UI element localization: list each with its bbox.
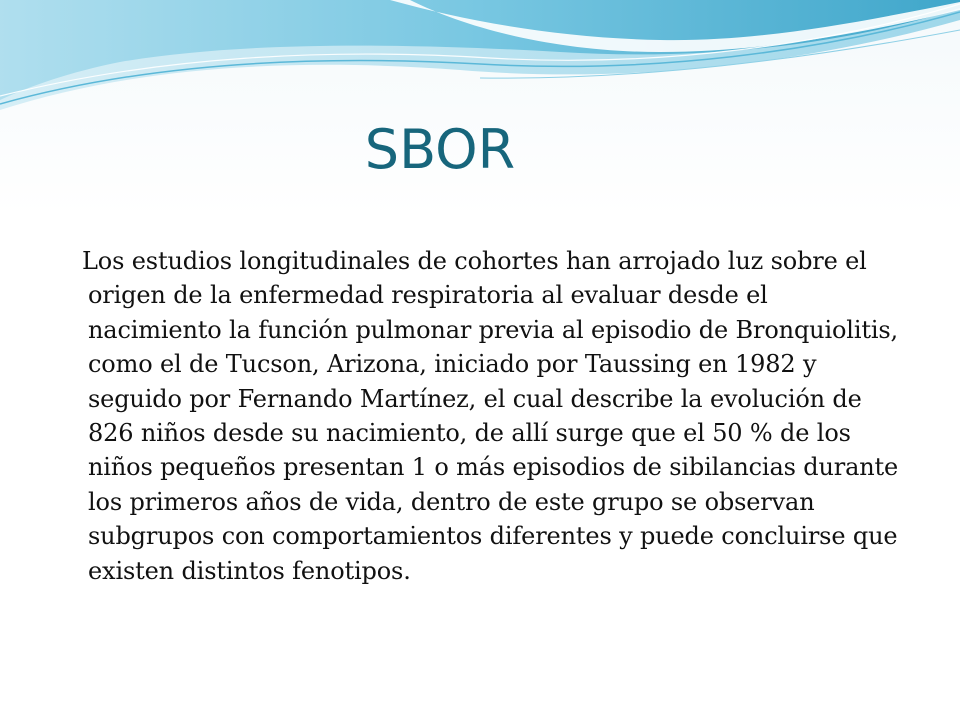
decorative-wave-header [0,0,960,130]
slide-body-text: Los estudios longitudinales de cohortes han arrojado luz sobre el origen de la enfermedad respiratoria al evaluar desde el nacimiento la función pulmonar previa al episodio de Bronquiolitis, como el de Tucson, Arizona, iniciado por Taussing en 1982 y seguido por Fernando Martínez, el cual describe la evolución de 826 niños desde su nacimiento, de allí surge que el 50 % de los niños pequeños presentan 1 o más episodios de sibilancias durante los primeros años de vida, dentro de este grupo se observan subgrupos con comportamientos diferentes y puede concluirse que existen distintos fenotipos. [82,247,899,585]
slide-title: SBOR [364,118,516,181]
